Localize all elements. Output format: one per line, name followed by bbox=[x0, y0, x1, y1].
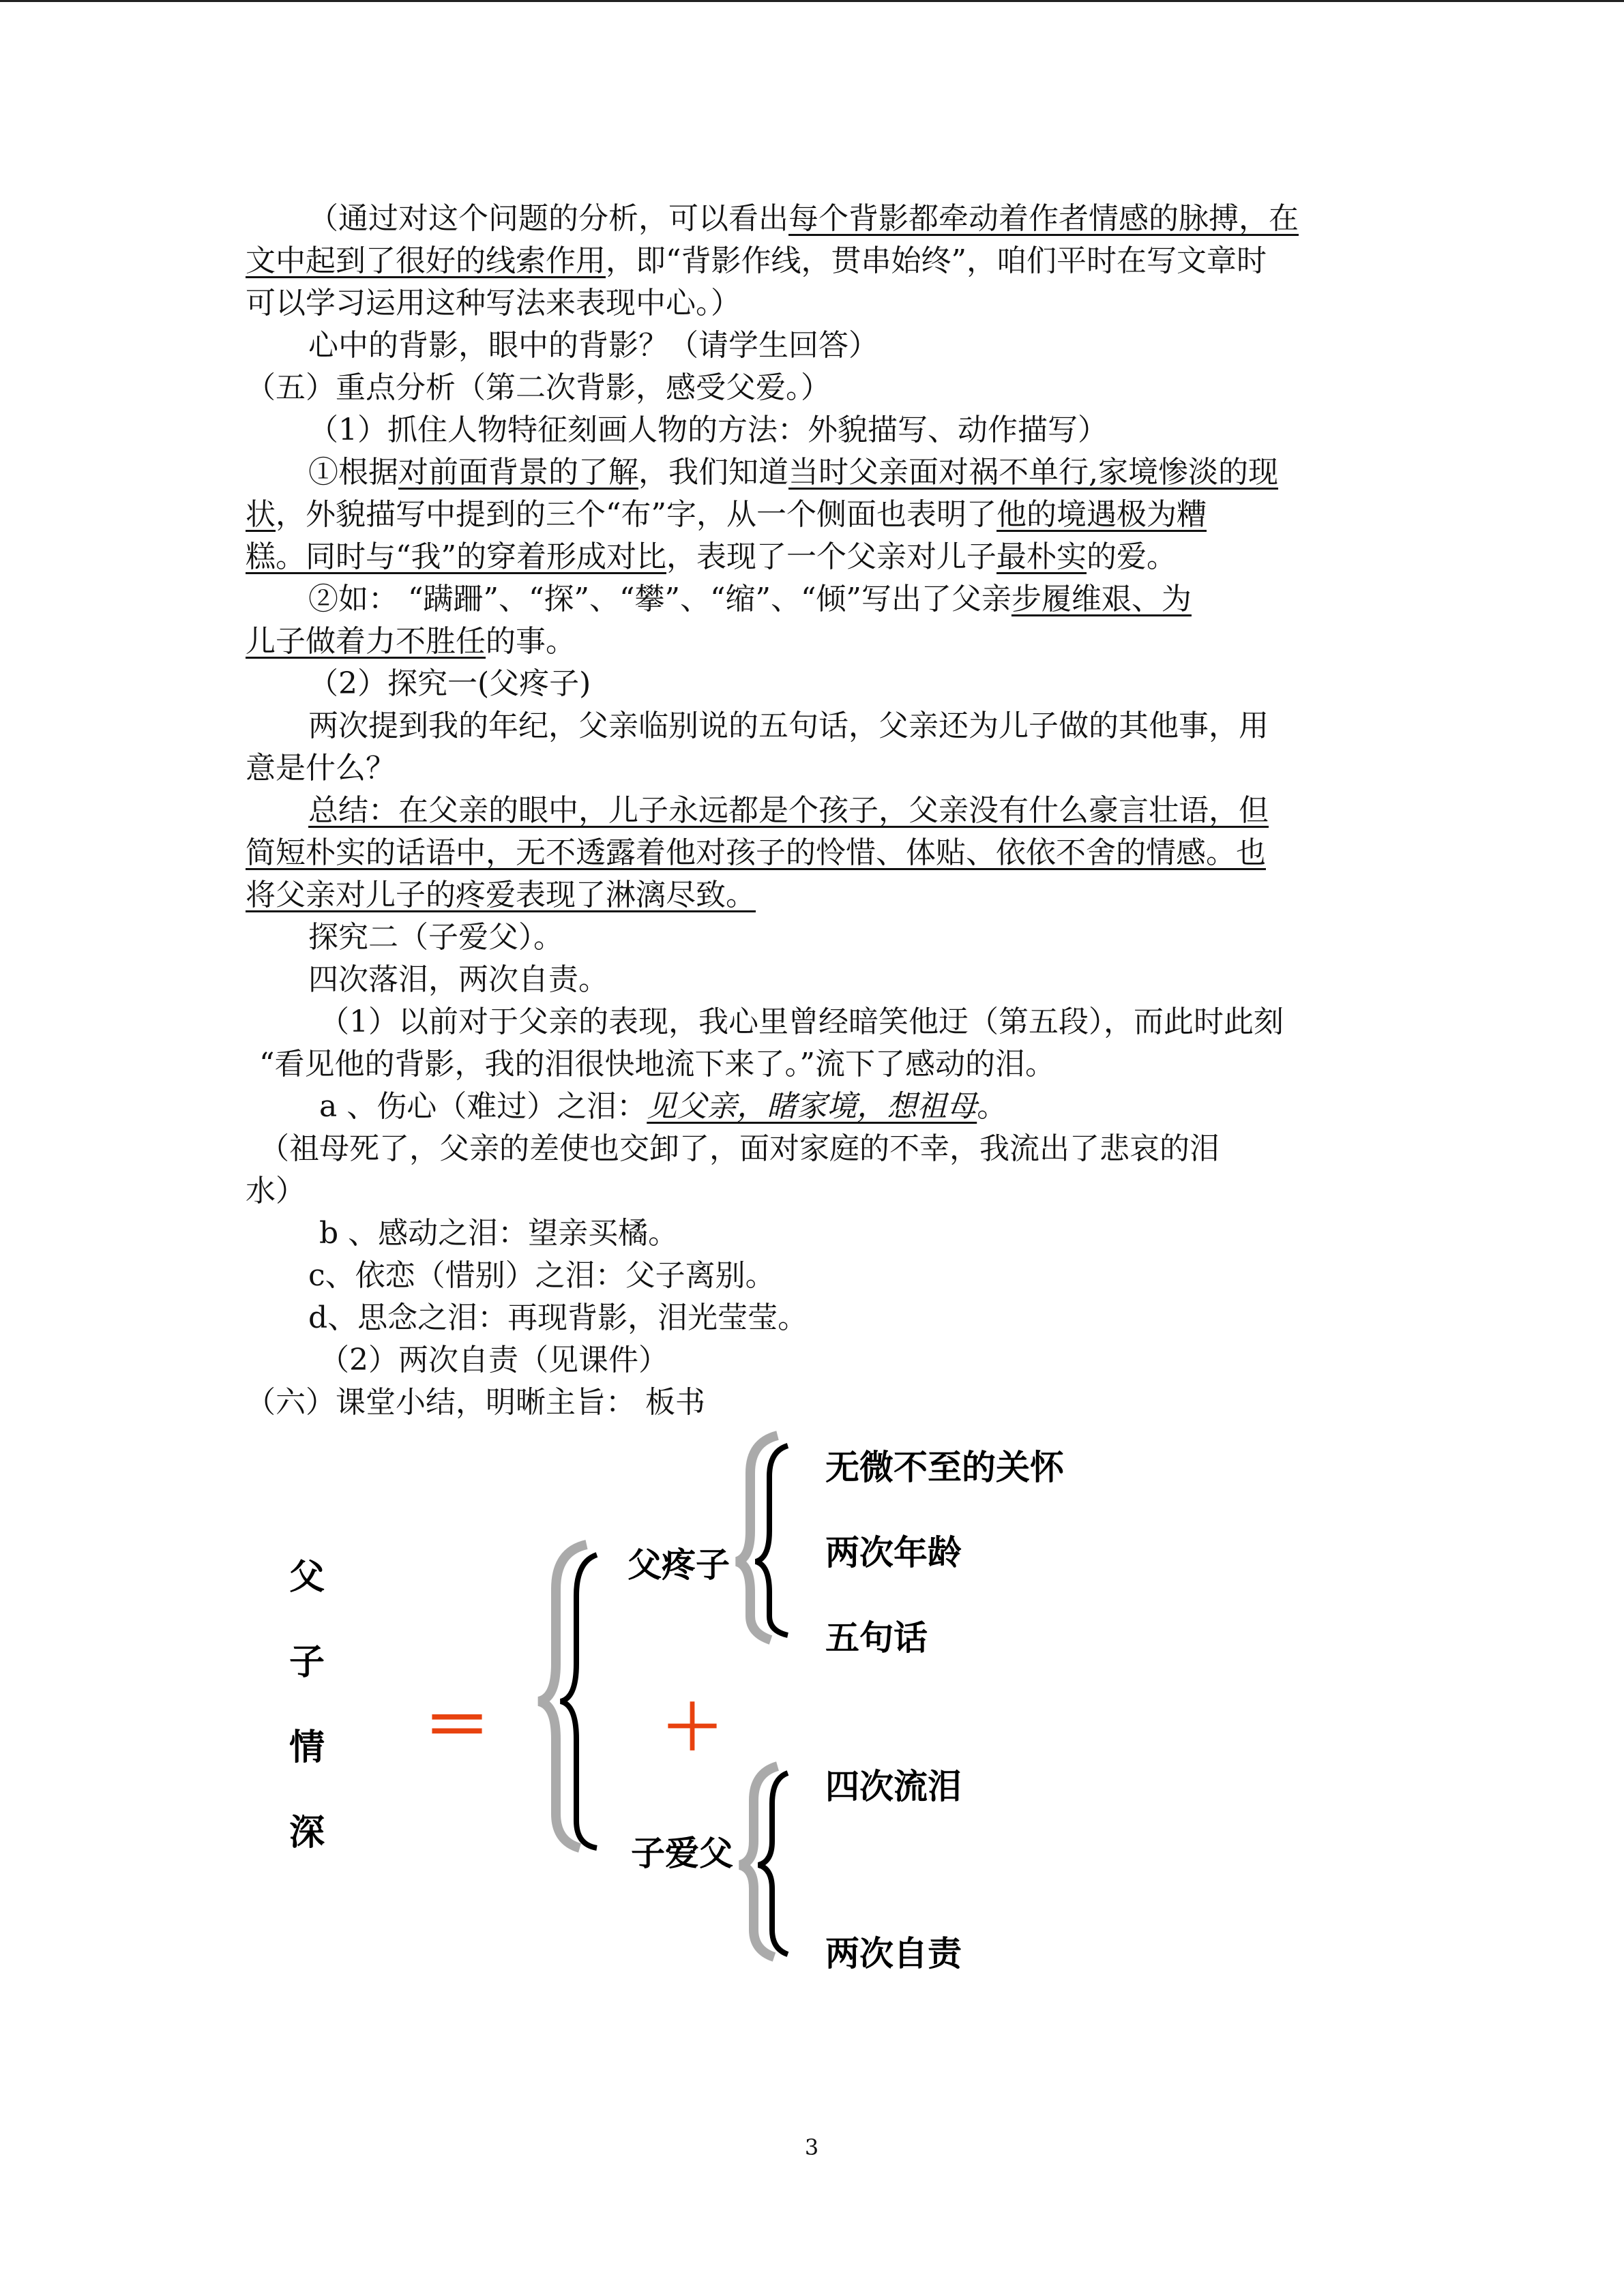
title-char-4: 深 bbox=[289, 1813, 325, 1853]
text-run: 四次落泪，两次自责。 bbox=[308, 962, 608, 997]
lower-brace bbox=[758, 1773, 788, 1954]
text-run: （2）探究一(父疼子) bbox=[308, 666, 591, 701]
text-run: 水） bbox=[246, 1174, 306, 1208]
title-char-2: 子 bbox=[289, 1642, 325, 1683]
text-run: 他的境遇极为糟 bbox=[996, 497, 1207, 532]
main-brace bbox=[561, 1555, 597, 1848]
text-run: ，我们知道 bbox=[638, 455, 788, 490]
text-run: （2）两次自责（见课件） bbox=[319, 1343, 668, 1377]
text-run: ①根据 bbox=[308, 455, 398, 490]
text-run: 的爱。 bbox=[1087, 539, 1177, 574]
page-number: 3 bbox=[804, 2134, 819, 2160]
slf-item-2: 两次自责 bbox=[825, 1934, 962, 1973]
text-run: 状 bbox=[246, 497, 276, 532]
text-run: 心中的背影，眼中的背影？（请学生回答） bbox=[308, 328, 879, 363]
fls-item-1: 无微不至的关怀 bbox=[825, 1448, 1064, 1487]
upper-brace bbox=[756, 1446, 788, 1635]
text-run: （1）以前对于父亲的表现，我心里曾经暗笑他迂（第五段），而此时此刻 bbox=[319, 1004, 1284, 1039]
son-loves-father-label: 子爱父 bbox=[631, 1834, 733, 1873]
text-run: 最朴实 bbox=[996, 539, 1087, 574]
equals-sign: ＝ bbox=[423, 1686, 491, 1765]
title-char-1: 父 bbox=[289, 1557, 325, 1598]
text-run: （通过对这个问题的分析，可以看出 bbox=[308, 201, 788, 236]
text-run: a 、伤心（难过）之泪： bbox=[319, 1089, 647, 1124]
text-run: 的事。 bbox=[486, 624, 576, 659]
text-run: 将父亲对儿子的疼爱表现了淋漓尽致。 bbox=[246, 878, 756, 912]
text-run: b 、感动之泪：望亲买橘。 bbox=[319, 1216, 679, 1251]
text-run: 当时父亲面对祸不单行,家境惨淡的现 bbox=[788, 455, 1278, 490]
text-run: “看见他的背影，我的泪很快地流下来了。”流下了感动的泪。 bbox=[259, 1047, 1055, 1082]
text-run: 。 bbox=[977, 1089, 1007, 1124]
main-brace-shadow bbox=[539, 1545, 587, 1848]
text-run: 每个背影都牵动着作者情感的脉搏，在 bbox=[788, 201, 1299, 236]
fls-item-2: 两次年龄 bbox=[825, 1533, 962, 1572]
text-run: 步履维艰、为 bbox=[1011, 582, 1192, 616]
text-run: （祖母死了，父亲的差使也交卸了，面对家庭的不幸，我流出了悲哀的泪 bbox=[259, 1131, 1220, 1166]
text-run: （六）课堂小结，明晰主旨： 板书 bbox=[246, 1385, 705, 1420]
text-run: 儿子做着力不胜任 bbox=[246, 624, 486, 659]
text-run: 简短朴实的话语中，无不透露着他对孩子的怜惜、体贴、依依不舍的情感。也 bbox=[246, 835, 1266, 870]
text-run: （五）重点分析（第二次背影，感受父爱。） bbox=[246, 370, 831, 405]
text-run: ②如： “蹒跚”、“探”、“攀”、“缩”、“倾”写出了父亲 bbox=[308, 582, 1012, 616]
text-run: 可以学习运用这种写法来表现中心。） bbox=[246, 286, 741, 320]
text-run: c、依恋（惜别）之泪：父子离别。 bbox=[308, 1258, 776, 1293]
father-loves-son-label: 父疼子 bbox=[628, 1545, 730, 1585]
title-char-3: 情 bbox=[289, 1727, 325, 1768]
slf-item-1: 四次流泪 bbox=[825, 1767, 962, 1806]
text-run: 见父亲，睹家境，想祖母 bbox=[647, 1089, 977, 1124]
text-run: 两次提到我的年纪，父亲临别说的五句话，父亲还为儿子做的其他事，用 bbox=[308, 709, 1269, 743]
text-run: 意是什么？ bbox=[246, 751, 396, 786]
text-run: d、思念之泪：再现背影，泪光莹莹。 bbox=[308, 1300, 808, 1335]
text-run: ，即“背影作线，贯串始终”，咱们平时在写文章时 bbox=[606, 243, 1267, 278]
text-run: （1）抓住人物特征刻画人物的方法：外貌描写、动作描写） bbox=[308, 413, 1108, 447]
text-run: ，表现了一个父亲对儿子 bbox=[666, 539, 996, 574]
text-run: 文中起到了很好的线索作用 bbox=[246, 243, 606, 278]
text-run: 糕。同时与“我”的穿着形成对比 bbox=[246, 539, 666, 574]
text-run: 总结：在父亲的眼中，儿子永远都是个孩子，父亲没有什么豪言壮语，但 bbox=[308, 793, 1269, 828]
plus-sign: ＋ bbox=[662, 1692, 723, 1763]
fls-item-3: 五句话 bbox=[825, 1618, 928, 1658]
text-run: 对前面背景的了解 bbox=[398, 455, 638, 490]
text-run: ，外貌描写中提到的三个“布”字，从一个侧面也表明了 bbox=[276, 497, 996, 532]
text-run: 探究二（子爱父）。 bbox=[308, 920, 563, 955]
